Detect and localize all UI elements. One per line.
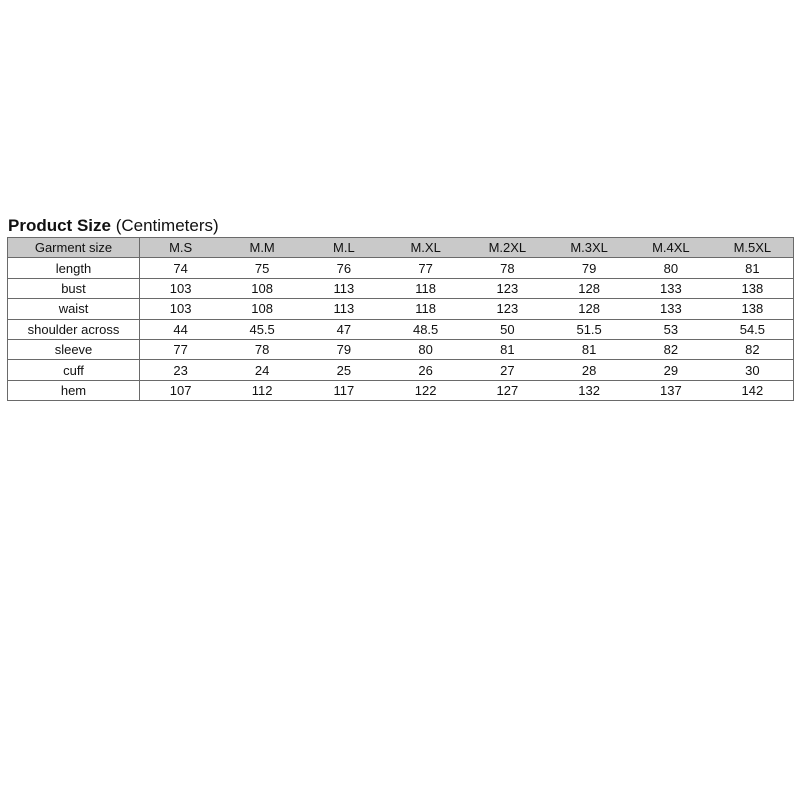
table-row	[8, 319, 794, 339]
measurement-cell: 107	[140, 380, 222, 400]
measurement-cell: 117	[303, 380, 385, 400]
corner-header-cell: Garment size	[8, 238, 140, 258]
measurement-cell: 29	[630, 360, 712, 380]
measurement-cell: 81	[467, 339, 549, 359]
measurement-cell: 142	[712, 380, 794, 400]
measurement-cell: 77	[140, 339, 222, 359]
measurement-cell: 123	[467, 278, 549, 298]
measurement-cell: 51.5	[548, 319, 630, 339]
row-label-cell: shoulder across	[8, 319, 140, 339]
measurement-cell: 54.5	[712, 319, 794, 339]
measurement-cell: 81	[712, 258, 794, 278]
measurement-cell: 78	[221, 339, 303, 359]
measurement-cell: 80	[385, 339, 467, 359]
measurement-cell: 79	[548, 258, 630, 278]
measurement-cell: 74	[140, 258, 222, 278]
measurement-cell: 81	[548, 339, 630, 359]
measurement-cell: 44	[140, 319, 222, 339]
size-header-cell: M.M	[221, 238, 303, 258]
measurement-cell: 45.5	[221, 319, 303, 339]
measurement-cell: 127	[467, 380, 549, 400]
table-body	[8, 258, 794, 401]
measurement-cell: 82	[630, 339, 712, 359]
measurement-cell: 48.5	[385, 319, 467, 339]
row-label-cell: waist	[8, 299, 140, 319]
measurement-cell: 77	[385, 258, 467, 278]
measurement-cell: 50	[467, 319, 549, 339]
measurement-cell: 132	[548, 380, 630, 400]
table-row	[8, 278, 794, 298]
size-header-cell: M.2XL	[467, 238, 549, 258]
measurement-cell: 133	[630, 299, 712, 319]
table-row	[8, 360, 794, 380]
row-label-cell: bust	[8, 278, 140, 298]
size-chart-table	[7, 237, 794, 401]
measurement-cell: 138	[712, 278, 794, 298]
size-header-cell: M.4XL	[630, 238, 712, 258]
measurement-cell: 128	[548, 278, 630, 298]
measurement-cell: 27	[467, 360, 549, 380]
table-row	[8, 339, 794, 359]
measurement-cell: 82	[712, 339, 794, 359]
measurement-cell: 113	[303, 278, 385, 298]
measurement-cell: 80	[630, 258, 712, 278]
measurement-cell: 24	[221, 360, 303, 380]
row-label-cell: sleeve	[8, 339, 140, 359]
size-header-cell: M.5XL	[712, 238, 794, 258]
measurement-cell: 79	[303, 339, 385, 359]
measurement-cell: 122	[385, 380, 467, 400]
measurement-cell: 112	[221, 380, 303, 400]
measurement-cell: 108	[221, 299, 303, 319]
row-label-cell: cuff	[8, 360, 140, 380]
page-title	[8, 215, 219, 237]
measurement-cell: 25	[303, 360, 385, 380]
row-label-cell: length	[8, 258, 140, 278]
size-header-cell: M.L	[303, 238, 385, 258]
measurement-cell: 123	[467, 299, 549, 319]
measurement-cell: 28	[548, 360, 630, 380]
measurement-cell: 78	[467, 258, 549, 278]
size-header-cell: M.3XL	[548, 238, 630, 258]
measurement-cell: 76	[303, 258, 385, 278]
table-row	[8, 299, 794, 319]
measurement-cell: 118	[385, 278, 467, 298]
measurement-cell: 47	[303, 319, 385, 339]
measurement-cell: 26	[385, 360, 467, 380]
measurement-cell: 103	[140, 299, 222, 319]
measurement-cell: 113	[303, 299, 385, 319]
measurement-cell: 53	[630, 319, 712, 339]
measurement-cell: 30	[712, 360, 794, 380]
title-unit: (Centimeters)	[115, 216, 219, 235]
size-header-cell: M.S	[140, 238, 222, 258]
measurement-cell: 75	[221, 258, 303, 278]
measurement-cell: 118	[385, 299, 467, 319]
table-row	[8, 258, 794, 278]
table-row	[8, 380, 794, 400]
measurement-cell: 133	[630, 278, 712, 298]
measurement-cell: 23	[140, 360, 222, 380]
measurement-cell: 128	[548, 299, 630, 319]
measurement-cell: 103	[140, 278, 222, 298]
measurement-cell: 108	[221, 278, 303, 298]
measurement-cell: 138	[712, 299, 794, 319]
title-main: Product Size	[8, 216, 111, 235]
measurement-cell: 137	[630, 380, 712, 400]
row-label-cell: hem	[8, 380, 140, 400]
size-header-cell: M.XL	[385, 238, 467, 258]
table-header-row	[8, 238, 794, 258]
